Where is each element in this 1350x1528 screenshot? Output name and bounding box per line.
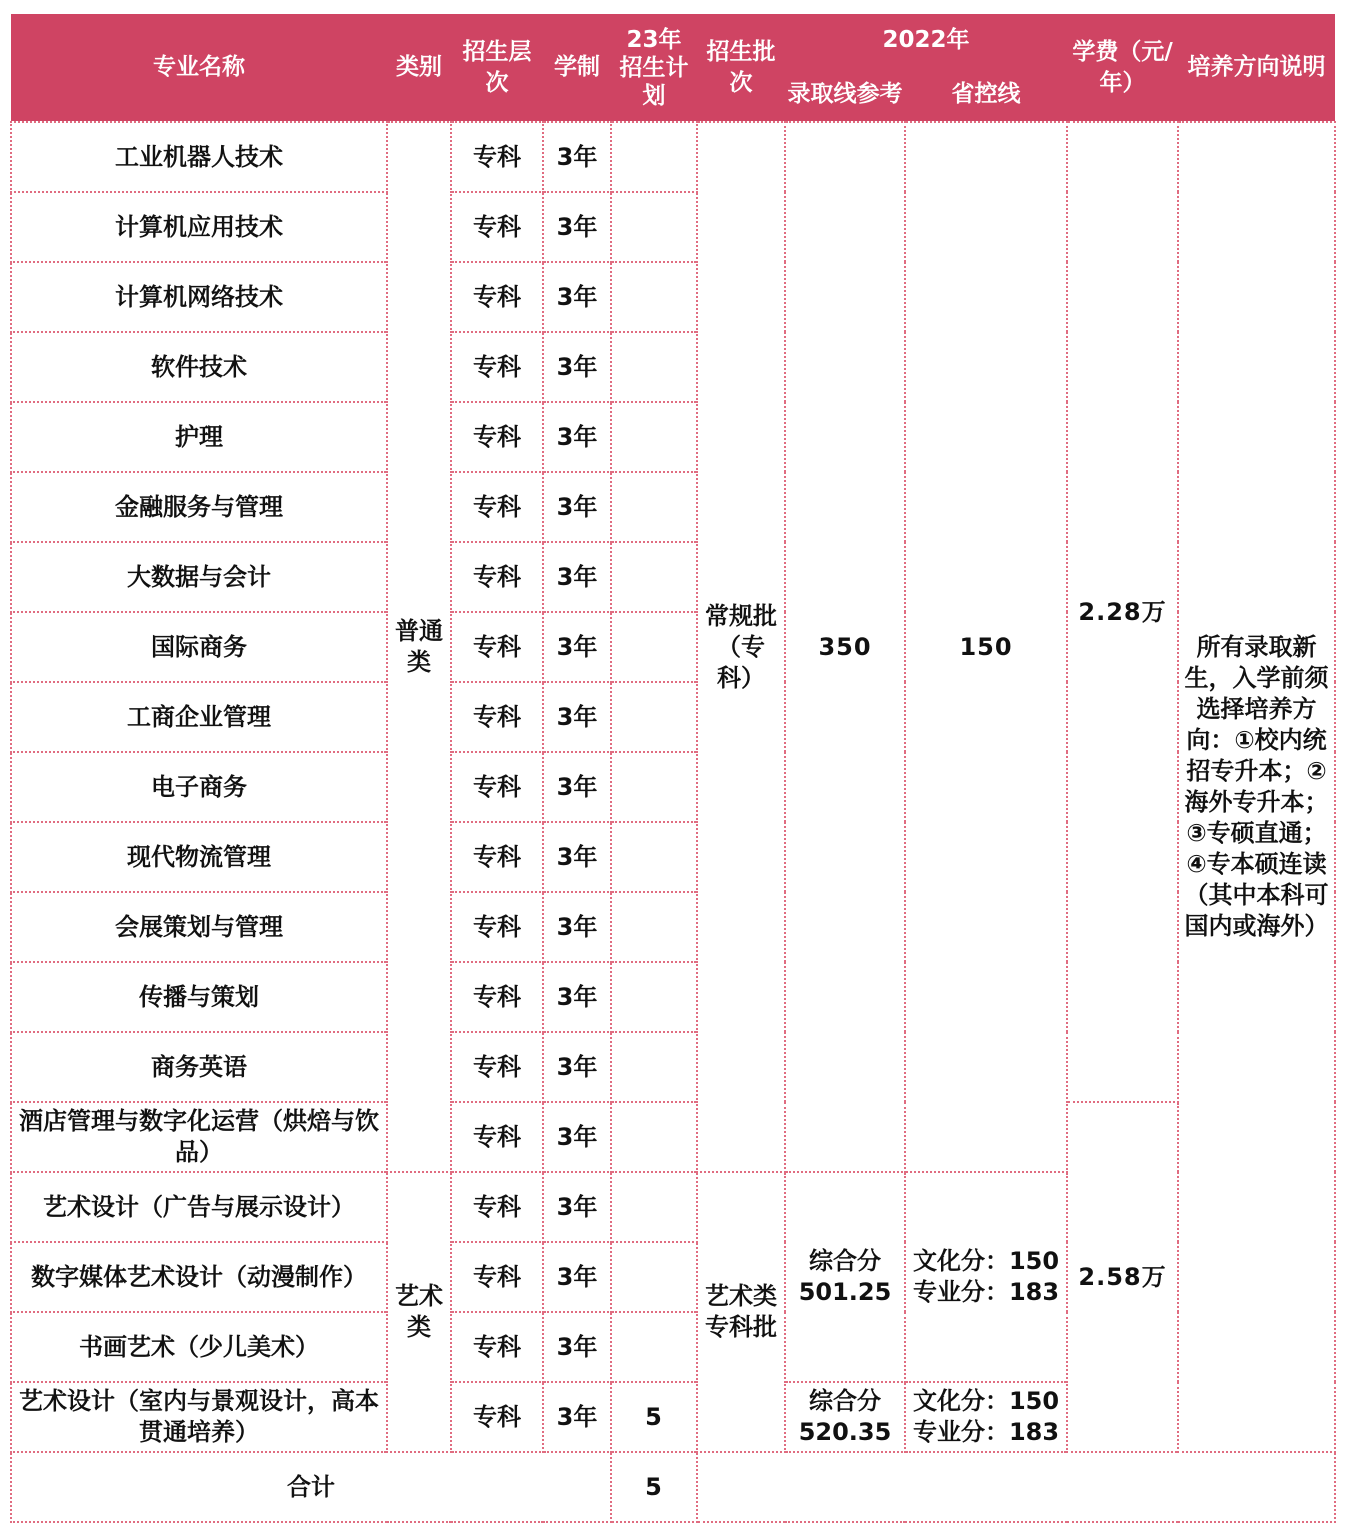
major-name: 金融服务与管理 xyxy=(11,472,387,542)
admission-line-art-b: 综合分520.35 xyxy=(785,1382,905,1452)
plan-cell xyxy=(611,962,697,1032)
plan-cell xyxy=(611,1032,697,1102)
provincial-line-art-a: 文化分：150 专业分：183 xyxy=(905,1172,1067,1382)
level-cell: 专科 xyxy=(451,122,543,192)
duration-cell: 3年 xyxy=(543,262,611,332)
duration-cell: 3年 xyxy=(543,332,611,402)
plan-cell xyxy=(611,1102,697,1172)
duration-cell: 3年 xyxy=(543,1312,611,1382)
level-cell: 专科 xyxy=(451,402,543,472)
direction-note: 所有录取新生，入学前须选择培养方向：①校内统招专升本；②海外专升本；③专硕直通；④专本硕连读（其中本科可国内或海外） xyxy=(1178,122,1335,1452)
duration-cell: 3年 xyxy=(543,1032,611,1102)
major-name: 会展策划与管理 xyxy=(11,892,387,962)
level-cell: 专科 xyxy=(451,752,543,822)
plan-cell xyxy=(611,1312,697,1382)
major-name: 艺术设计（广告与展示设计） xyxy=(11,1172,387,1242)
level-cell: 专科 xyxy=(451,1242,543,1312)
duration-cell: 3年 xyxy=(543,822,611,892)
major-name: 计算机应用技术 xyxy=(11,192,387,262)
table-row xyxy=(11,122,1335,192)
major-name: 工业机器人技术 xyxy=(11,122,387,192)
duration-cell: 3年 xyxy=(543,612,611,682)
level-cell: 专科 xyxy=(451,1032,543,1102)
major-name: 工商企业管理 xyxy=(11,682,387,752)
total-empty xyxy=(697,1452,1335,1522)
major-name: 商务英语 xyxy=(11,1032,387,1102)
admission-line-general: 350 xyxy=(785,122,905,1172)
major-name: 数字媒体艺术设计（动漫制作） xyxy=(11,1242,387,1312)
duration-cell: 3年 xyxy=(543,402,611,472)
plan-cell: 5 xyxy=(611,1382,697,1452)
header-fee: 学费（元/年） xyxy=(1067,14,1178,122)
major-name: 艺术设计（室内与景观设计，高本贯通培养） xyxy=(11,1382,387,1452)
major-name: 酒店管理与数字化运营（烘焙与饮品） xyxy=(11,1102,387,1172)
fee-general: 2.28万 xyxy=(1067,122,1178,1102)
header-batch: 招生批次 xyxy=(697,14,785,122)
provincial-line-general: 150 xyxy=(905,122,1067,1172)
plan-cell xyxy=(611,332,697,402)
duration-cell: 3年 xyxy=(543,542,611,612)
duration-cell: 3年 xyxy=(543,962,611,1032)
level-cell: 专科 xyxy=(451,332,543,402)
fee-art: 2.58万 xyxy=(1067,1102,1178,1452)
header-row xyxy=(11,14,1335,66)
header-admission-line: 录取线参考 xyxy=(785,66,905,122)
major-name: 国际商务 xyxy=(11,612,387,682)
category-art: 艺术类 xyxy=(387,1172,451,1452)
major-name: 传播与策划 xyxy=(11,962,387,1032)
level-cell: 专科 xyxy=(451,1172,543,1242)
plan-cell xyxy=(611,1172,697,1242)
level-cell: 专科 xyxy=(451,472,543,542)
header-plan-year: 23年 xyxy=(626,26,682,53)
duration-cell: 3年 xyxy=(543,472,611,542)
header-plan-label: 招生计划 xyxy=(619,54,689,109)
batch-general: 常规批（专科） xyxy=(697,122,785,1172)
plan-cell xyxy=(611,612,697,682)
level-cell: 专科 xyxy=(451,822,543,892)
plan-cell xyxy=(611,1242,697,1312)
major-name: 计算机网络技术 xyxy=(11,262,387,332)
level-cell: 专科 xyxy=(451,962,543,1032)
duration-cell: 3年 xyxy=(543,1242,611,1312)
batch-art: 艺术类专科批 xyxy=(697,1172,785,1452)
major-name: 书画艺术（少儿美术） xyxy=(11,1312,387,1382)
level-cell: 专科 xyxy=(451,1102,543,1172)
total-row xyxy=(11,1452,1335,1522)
admission-line-art-a: 综合分501.25 xyxy=(785,1172,905,1382)
major-name: 大数据与会计 xyxy=(11,542,387,612)
major-name: 软件技术 xyxy=(11,332,387,402)
plan-cell xyxy=(611,822,697,892)
plan-cell xyxy=(611,192,697,262)
header-name: 专业名称 xyxy=(11,14,387,122)
plan-cell xyxy=(611,542,697,612)
category-general: 普通类 xyxy=(387,122,451,1172)
major-name: 现代物流管理 xyxy=(11,822,387,892)
header-provincial-line: 省控线 xyxy=(905,66,1067,122)
plan-cell xyxy=(611,402,697,472)
duration-cell: 3年 xyxy=(543,192,611,262)
level-cell: 专科 xyxy=(451,892,543,962)
plan-cell xyxy=(611,682,697,752)
plan-cell xyxy=(611,262,697,332)
enrollment-table xyxy=(10,14,1336,1523)
header-direction: 培养方向说明 xyxy=(1178,14,1335,122)
duration-cell: 3年 xyxy=(543,752,611,822)
header-duration: 学制 xyxy=(543,14,611,122)
plan-cell xyxy=(611,472,697,542)
major-name: 护理 xyxy=(11,402,387,472)
level-cell: 专科 xyxy=(451,612,543,682)
total-label: 合计 xyxy=(11,1452,611,1522)
header-category: 类别 xyxy=(387,14,451,122)
duration-cell: 3年 xyxy=(543,1172,611,1242)
plan-cell xyxy=(611,122,697,192)
duration-cell: 3年 xyxy=(543,682,611,752)
header-plan xyxy=(611,14,697,122)
level-cell: 专科 xyxy=(451,262,543,332)
provincial-line-art-b: 文化分：150 专业分：183 xyxy=(905,1382,1067,1452)
duration-cell: 3年 xyxy=(543,1382,611,1452)
total-plan: 5 xyxy=(611,1452,697,1522)
level-cell: 专科 xyxy=(451,1312,543,1382)
duration-cell: 3年 xyxy=(543,892,611,962)
level-cell: 专科 xyxy=(451,192,543,262)
level-cell: 专科 xyxy=(451,542,543,612)
plan-cell xyxy=(611,892,697,962)
duration-cell: 3年 xyxy=(543,122,611,192)
header-year-2022: 2022年 xyxy=(785,14,1067,66)
table-row xyxy=(11,1102,1335,1172)
header-level: 招生层次 xyxy=(451,14,543,122)
plan-cell xyxy=(611,752,697,822)
major-name: 电子商务 xyxy=(11,752,387,822)
level-cell: 专科 xyxy=(451,682,543,752)
level-cell: 专科 xyxy=(451,1382,543,1452)
duration-cell: 3年 xyxy=(543,1102,611,1172)
